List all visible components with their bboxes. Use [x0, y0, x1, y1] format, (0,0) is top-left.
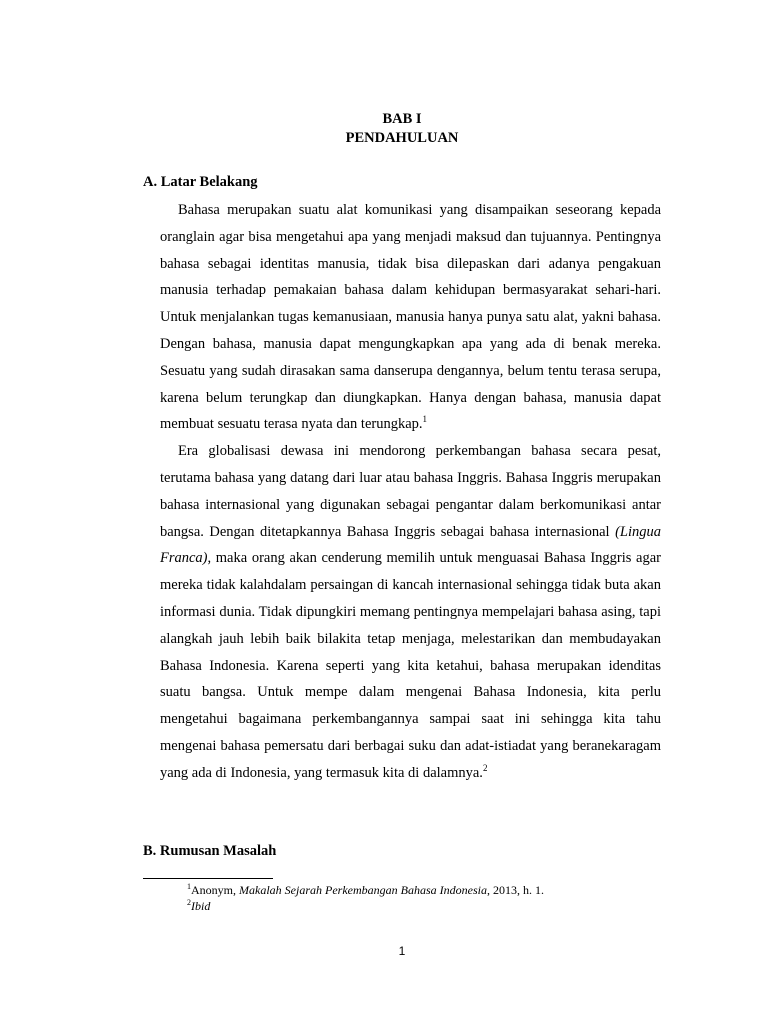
footnote-1-number: 1 [187, 882, 191, 891]
paragraph-2-italic-term: (Lingua Franca) [160, 523, 661, 567]
chapter-heading [0, 110, 768, 148]
paragraph-1-text: Bahasa merupakan suatu alat komunikasi yang disampaikan seseorang kepada oranglain agar bisa mengetahui apa yang menjadi maksud dan tujuannya. Pentingnya bahasa sebagai identitas manusia, tidak bisa dilepaskan dari adanya pengakuan manusia terhadap pemakaian bahasa dalam kehidupan bermasyarakat sehari-hari. Untuk menjalankan tugas kemanusiaan, manusia hanya punya satu alat, yakni bahasa. Dengan bahasa, manusia dapat mengungkapkan apa yang ada di benak mereka. Sesuatu yang sudah dirasakan sama danserupa dengannya, belum tentu terasa serupa, karena belum terungkap dan diungkapkan. Hanya dengan bahasa, manusia dapat membuat sesuatu terasa nyata dan terungkap. [160, 202, 661, 433]
footnote-1 [187, 882, 544, 898]
page-number: 1 [398, 944, 406, 958]
section-body-latar-belakang [160, 197, 661, 787]
chapter-number: BAB I [382, 111, 422, 127]
footnote-2 [187, 898, 544, 914]
footnote-1-author: Anonym, [191, 883, 239, 897]
section-heading-rumusan-masalah: B. Rumusan Masalah [143, 843, 277, 859]
footnote-1-rest: , 2013, h. 1. [486, 883, 544, 897]
paragraph-2-text-end: , maka orang akan cenderung memilih untuk menguasai Bahasa Inggris agar mereka tidak kalahdalam persaingan di kancah internasional sehingga tidak buta akan informasi dunia. Tidak dipungkiri memang pentingnya mempelajari bahasa asing, tapi alangkah jauh lebih baik bilakita tetap menjaga, melestarikan dan membudayakan Bahasa Indonesia. Karena seperti yang kita ketahui, bahasa merupakan idenditas suatu bangsa. Untuk mempe dalam mengenai Bahasa Indonesia, kita perlu mengetahui bagaimana perkembangannya sampai saat ini sehingga kita tahu mengenai bahasa pemersatu dari berbagai suku dan adat-istiadat yang beranekaragam yang ada di Indonesia, yang termasuk kita di dalamnya. [160, 550, 661, 781]
footnote-ref-2: 2 [482, 762, 488, 773]
footnote-1-title: Makalah Sejarah Perkembangan Bahasa Indonesia [239, 883, 487, 897]
footnote-divider [143, 878, 273, 879]
paragraph-2 [160, 438, 661, 786]
paragraph-1 [160, 197, 661, 438]
footnote-2-text: Ibid [191, 899, 211, 913]
section-heading-latar-belakang: A. Latar Belakang [143, 174, 258, 190]
paragraph-2-text-start: Era globalisasi dewasa ini mendorong perkembangan bahasa secara pesat, terutama bahasa yang datang dari luar atau bahasa Inggris. Bahasa Inggris merupakan bahasa internasional yang digunakan sebagai pengantar dalam berkomunikasi antar bangsa. Dengan ditetapkannya Bahasa Inggris sebagai bahasa internasional [160, 443, 661, 540]
footnote-ref-1: 1 [422, 414, 428, 425]
footnotes [187, 882, 544, 914]
footnote-2-number: 2 [187, 898, 191, 907]
chapter-title: PENDAHULUAN [345, 130, 459, 146]
